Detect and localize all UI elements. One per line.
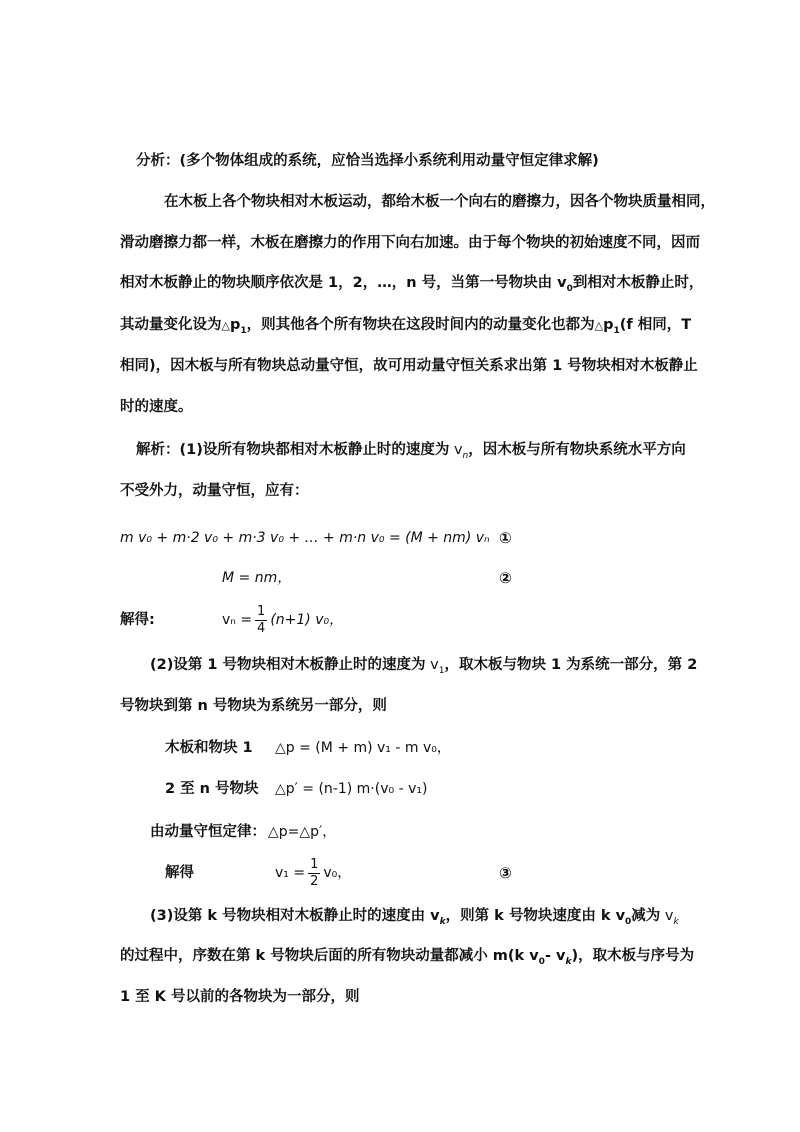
- analysis-paragraph-line-6: 时的速度。: [120, 399, 193, 415]
- analysis-paragraph-line-3: 相对木板静止的物块顺序依次是 1，2，…，n 号，当第一号物块由 $v_0$到相对木板静止时，: [120, 275, 704, 294]
- part3-line-3: 1 至 K 号以前的各物块为一部分，则: [120, 989, 360, 1005]
- equation-2-marker: ②: [499, 569, 512, 587]
- row-b-equation: △p′ = (n-1) m·(v₀ - v₁): [275, 781, 428, 797]
- analysis-heading: 分析：(多个物体组成的系统，应恰当选择小系统利用动量守恒定律求解): [136, 153, 599, 169]
- analysis-paragraph-line-5: 相同)，因木板与所有物块总动量守恒，故可用动量守恒关系求出第 1 号物块相对木板静止: [120, 358, 698, 374]
- fraction-one-half: $\frac{1}{2}$: [310, 856, 319, 889]
- equation-1-marker: ①: [499, 529, 512, 547]
- part3-line-2: 的过程中，序数在第 k 号物块后面的所有物块动量都减小 m(k $v_0-$ $v_k$)，取木板与序号为: [120, 948, 695, 967]
- part3-line-1: (3)设第 k 号物块相对木板静止时的速度由 $v_k$，则第 k 号物块速度由 k $v_0$减为 $v_k$: [150, 908, 679, 927]
- row-b-label: 2 至 n 号物块: [165, 781, 259, 797]
- row-a-equation: △p = (M + m) v₁ - m v₀，: [275, 740, 451, 756]
- row-a-label: 木板和物块 1: [165, 740, 253, 756]
- analysis-paragraph-line-2: 滑动磨擦力都一样，木板在磨擦力的作用下向右加速。由于每个物块的初始速度不同，因而: [120, 235, 700, 251]
- analysis-paragraph-line-4: 其动量变化设为$\triangle p_1$，则其他各个所有物块在这段时间内的动量变化也都为$\triangle p_1(f$ 相同，T: [120, 317, 692, 336]
- part2-line-2: 号物块到第 n 号物块为系统另一部分，则: [120, 698, 387, 714]
- part2-line-1: (2)设第 1 号物块相对木板静止时的速度为 $v_1$，取木板与物块 1 为系统一部分，第 2: [150, 657, 698, 676]
- analysis-paragraph-line-1: 在木板上各个物块相对木板运动，都给木板一个向右的磨擦力，因各个物块质量相同，: [164, 194, 715, 210]
- equation-2: M = nm，: [222, 570, 292, 586]
- fraction-one-quarter: $\frac{1}{4}$: [257, 603, 266, 636]
- solve-label: 解得:: [120, 612, 155, 628]
- conservation-label: 由动量守恒定律：: [150, 824, 266, 840]
- equation-5-marker: ③: [499, 864, 512, 882]
- equation-5: v₁ = $\frac{1}{2}$ v₀，: [275, 856, 352, 889]
- equation-1: m v₀ + m·2 v₀ + m·3 v₀ + … + m·n v₀ = (M + nm) vₙ: [120, 530, 490, 546]
- solve-label-2: 解得: [165, 865, 194, 881]
- conservation-equation: △p=△p′，: [268, 824, 337, 840]
- equation-3: vₙ = $\frac{1}{4}$ (n+1) v₀，: [222, 603, 344, 636]
- part1-line-1: 解析：(1)设所有物块都相对木板静止时的速度为 $v_n$，因木板与所有物块系统水平方向: [136, 442, 686, 461]
- part1-line-2: 不受外力，动量守恒，应有：: [120, 483, 309, 499]
